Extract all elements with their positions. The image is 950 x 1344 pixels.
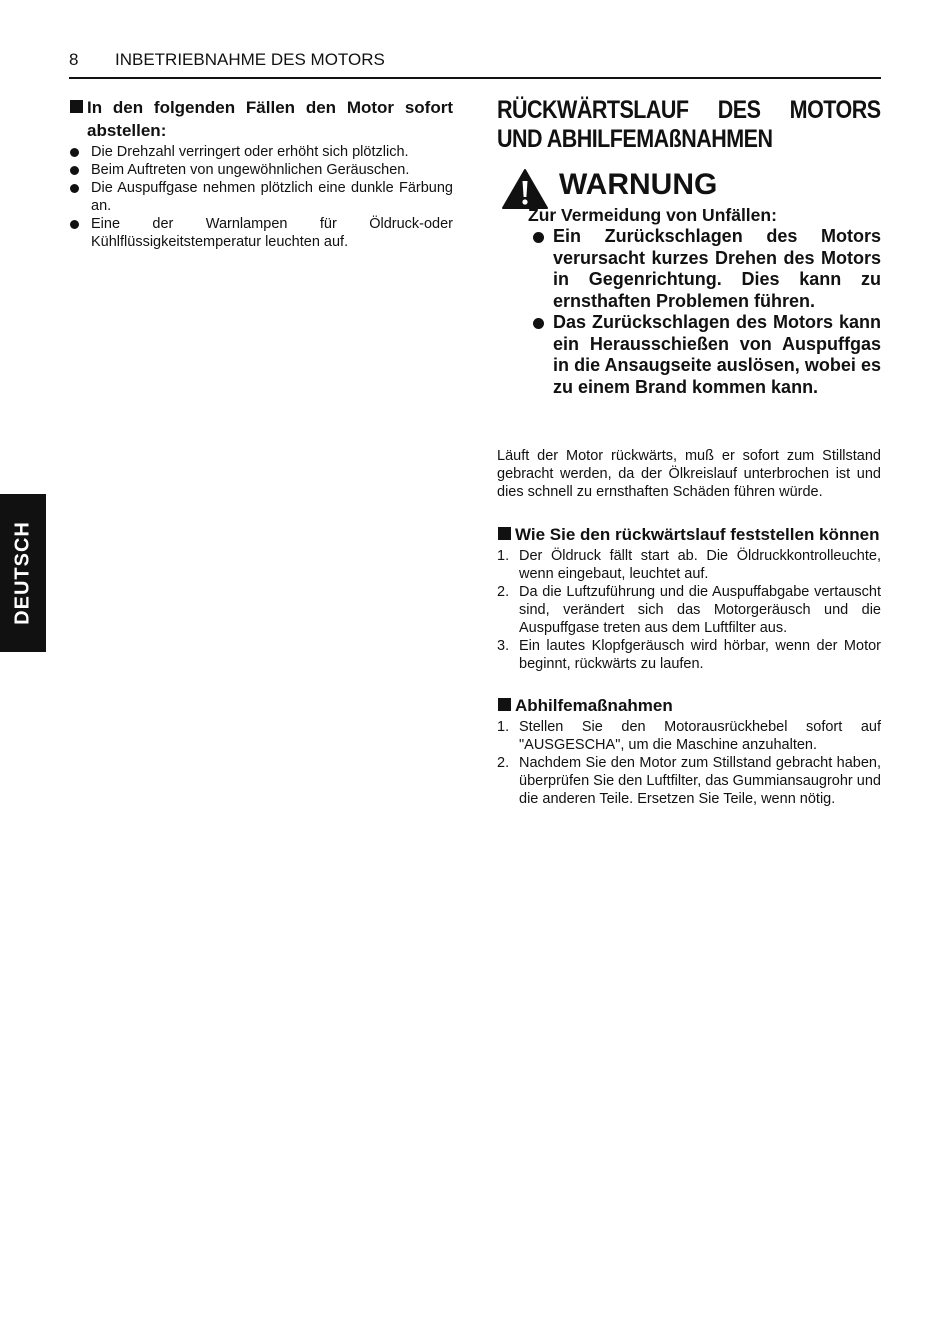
square-bullet-icon [70,100,83,113]
list-item: Die Auspuffgase nehmen plötzlich eine dunkle Färbung an. [69,179,453,215]
header-title: INBETRIEBNAHME DES MOTORS [115,50,385,69]
remedy-heading: Abhilfemaßnahmen [497,694,881,717]
bullet-dot-icon [533,232,544,243]
list-item: Ein Zurückschlagen des Motors verursacht kurzes Drehen des Motors in Gegenrichtung. Dies kann zu ernsthaften Problemen führen. [532,226,881,312]
language-tab-label: DEUTSCH [11,521,34,625]
list-item: Die Drehzahl verringert oder erhöht sich plötzlich. [69,143,453,161]
square-bullet-icon [498,527,511,540]
list-item: Beim Auftreten von ungewöhnlichen Geräuschen. [69,161,453,179]
page-number: 8 [69,50,79,69]
warning-subtitle: Zur Vermeidung von Unfällen: [528,205,777,225]
stop-conditions-list [69,143,453,251]
list-item: 3. Ein lautes Klopfgeräusch wird hörbar, wenn der Motor beginnt, rückwärts zu laufen. [497,638,881,672]
list-item: 1. Der Öldruck fällt start ab. Die Öldruckkontrolleuchte, wenn eingebaut, leuchtet auf. [497,548,881,582]
list-item: 2. Nachdem Sie den Motor zum Stillstand gebracht haben, überprüfen Sie den Luftfilter, das Gummiansaugrohr und die anderen Teile. Ersetzen Sie Teile, wenn nötig. [497,755,881,807]
bullet-dot-icon [70,184,79,193]
list-item: Das Zurückschlagen des Motors kann ein Herausschießen von Auspuffgas in die Ansaugseite auslösen, wobei es zu einem Brand kommen kann. [532,312,881,398]
bullet-dot-icon [70,166,79,175]
list-item: 1. Stellen Sie den Motorausrückhebel sofort auf "AUSGESCHA", um die Maschine anzuhalten. [497,719,881,753]
language-tab [0,494,46,652]
detect-list [497,547,881,673]
list-item: 2. Da die Luftzuführung und die Auspuffabgabe vertauscht sind, verändert sich das Motorgeräusch und die Auspuffgase treten aus dem Luftfilter aus. [497,584,881,636]
warning-list [532,226,881,398]
warning-box [497,164,881,428]
intro-paragraph: Läuft der Motor rückwärts, muß er sofort zum Stillstand gebracht werden, da der Ölkreislauf unterbrochen ist und dies schnell zu ernsthaften Schäden führen würde. [497,448,881,500]
stop-engine-heading: In den folgenden Fällen den Motor sofort abstellen: [69,96,453,142]
square-bullet-icon [498,698,511,711]
right-column [497,96,881,808]
left-column [69,96,453,251]
page-header [69,50,881,79]
bullet-dot-icon [70,220,79,229]
bullet-dot-icon [533,318,544,329]
detect-heading: Wie Sie den rückwärtslauf feststellen können [497,523,881,546]
bullet-dot-icon [70,148,79,157]
warning-title: WARNUNG [559,168,718,201]
list-item: Eine der Warnlampen für Öldruck-oder Kühlflüssigkeitstemperatur leuchten auf. [69,215,453,251]
section-title: RÜCKWÄRTSLAUF DES MOTORS UND ABHILFEMAßNAHMEN [497,96,881,153]
remedy-list [497,718,881,808]
